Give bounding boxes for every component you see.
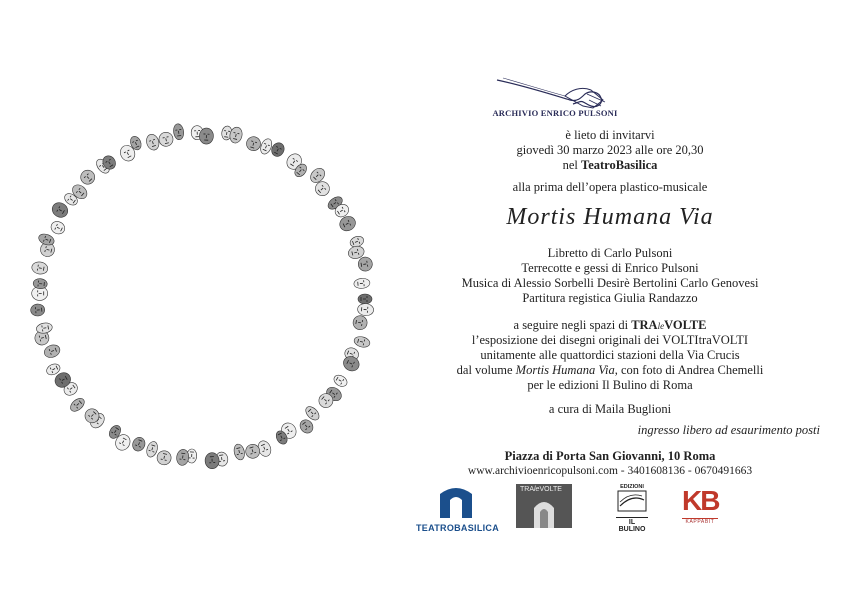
face-sculpture (233, 443, 246, 461)
tra-le-volte-tra: TRA (520, 486, 534, 493)
engraving-icon (616, 490, 648, 512)
exhibition-line: l’esposizione dei disegni originali dei VOLTItraVOLTI (471, 333, 749, 347)
teatro-basilica-logo (416, 484, 500, 533)
face-sculpture (353, 278, 370, 289)
exhibition-line: unitamente alle quattordici stazioni della Via Crucis (480, 348, 740, 362)
face-sculpture (49, 219, 67, 236)
face-sculpture (30, 303, 45, 316)
venue-prefix: nel (562, 158, 581, 172)
contacts: www.archivioenricopulsoni.com - 3401608136 - 0670491663 (467, 465, 753, 477)
credit-line: Partitura registica Giulia Randazzo (522, 291, 698, 305)
face-sculpture (131, 435, 148, 453)
tra-le-volte-le: le (534, 486, 540, 493)
exhibition-intro-prefix: a seguire negli spazi di (513, 318, 632, 332)
exhibition-book-title: Mortis Humana Via (515, 363, 615, 377)
face-sculpture (352, 315, 368, 331)
space-name-le: le (657, 321, 665, 331)
il-bulino-label: IL BULINO (616, 517, 648, 533)
kb-letters: KB (682, 485, 719, 516)
basilica-arch-icon (416, 484, 496, 518)
kappabit-logo (682, 486, 718, 530)
faces-ring-artwork (0, 0, 380, 592)
premiere-line: alla prima dell’opera plastico-musicale (512, 180, 708, 194)
kappabit-label: KAPPABIT (682, 518, 718, 525)
face-sculpture (341, 354, 362, 374)
il-bulino-logo (616, 484, 648, 533)
face-sculpture (173, 123, 185, 140)
face-sculpture (176, 449, 190, 467)
exhibition-line (380, 363, 840, 378)
face-sculpture (42, 343, 61, 360)
face-sculpture (145, 133, 161, 152)
face-sculpture (357, 303, 374, 316)
face-sculpture (156, 449, 173, 466)
face-sculpture (245, 135, 263, 153)
edizioni-label: EDIZIONI (620, 484, 644, 490)
credit-line: Libretto di Carlo Pulsoni (547, 246, 673, 260)
face-sculpture (68, 396, 87, 414)
face-sculpture (78, 167, 98, 187)
face-sculpture (297, 417, 315, 435)
curator-line: a cura di Maila Buglioni (548, 402, 672, 416)
vault-corridor-icon (516, 484, 572, 528)
faces-ring (30, 123, 374, 469)
entry-note: ingresso libero ad esaurimento posti (637, 423, 820, 437)
exhibition-line4-suffix: , con foto di Andrea Chemelli (614, 363, 764, 377)
venue-name: TeatroBasilica (581, 158, 658, 172)
tra-le-volte-logo (516, 484, 572, 528)
archive-name: ARCHIVIO ENRICO PULSONI (492, 108, 618, 118)
face-sculpture (258, 137, 273, 156)
invite-line: è lieto di invitarvi (565, 128, 655, 142)
face-sculpture (332, 373, 349, 389)
face-sculpture (31, 261, 49, 276)
face-sculpture (357, 256, 373, 272)
address: Piazza di Porta San Giovanni, 10 Roma (504, 449, 716, 463)
invite-date: giovedì 30 marzo 2023 alle ore 20,30 (516, 143, 704, 157)
space-name-volte: VOLTE (664, 318, 707, 332)
face-sculpture (353, 335, 371, 349)
exhibition-intro (380, 318, 840, 334)
event-title: Mortis Humana Via (506, 204, 714, 230)
invite-venue (380, 158, 840, 173)
invitation-panel (380, 0, 840, 592)
tra-le-volte-volte: VOLTE (539, 486, 562, 493)
exhibition-line: per le edizioni Il Bulino di Roma (527, 378, 693, 392)
exhibition-line4-prefix: dal volume (456, 363, 516, 377)
face-sculpture (158, 131, 175, 148)
credit-line: Musica di Alessio Sorbelli Desirè Bertolini Carlo Genovesi (461, 276, 759, 290)
face-sculpture (358, 294, 372, 304)
teatro-basilica-label: TEATROBASILICA (416, 523, 500, 533)
credit-line: Terrecotte e gessi di Enrico Pulsoni (521, 261, 699, 275)
space-name-tra: TRA (631, 318, 658, 332)
